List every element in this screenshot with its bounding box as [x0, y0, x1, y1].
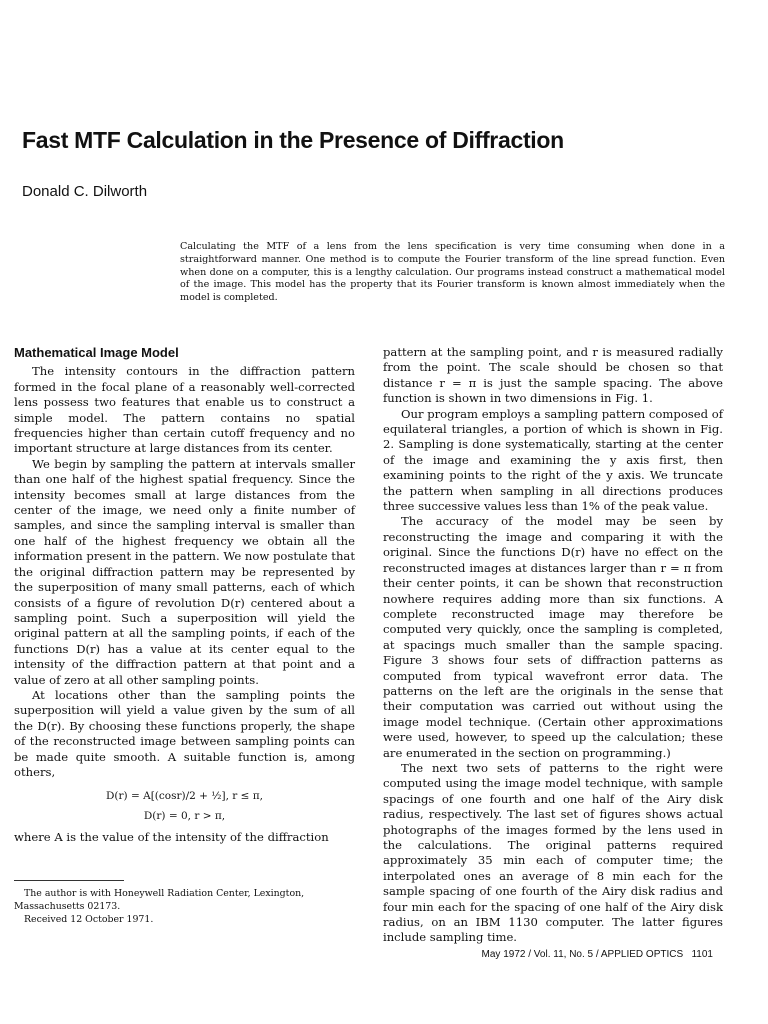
body-paragraph: The next two sets of patterns to the right were computed using the image model technique, with sample spacings of one fourth and one half of the Airy disk radius, respectively. The last set of figures shows actual photographs of the images formed by the lens used in the calculations. The original patterns required approximately 35 min each of computer time; the interpolated ones an average of 8 min each for the sample spacing of one fourth of the Airy disk radius and four min each for the spacing of one half of the Airy disk radius, on an IBM 1130 computer. The latter figures include sampling time.	[383, 760, 723, 945]
body-paragraph: At locations other than the sampling points the superposition will yield a value given by the sum of all the D(r). By choosing these functions properly, the shape of the reconstructed image between sampling points can be made quite smooth. A suitable function is, among others,	[14, 687, 355, 779]
body-paragraph: The intensity contours in the diffraction pattern formed in the focal plane of a reasonably well-corrected lens possess two features that enable us to construct a simple model. The pattern contains no spatial frequencies higher than certain cutoff frequency and no important structure at large distances from its center.	[14, 364, 355, 456]
running-footer	[482, 949, 713, 960]
footer-separator: /	[525, 949, 534, 960]
footnote	[14, 887, 355, 926]
body-paragraph: The accuracy of the model may be seen by reconstructing the image and comparing it with the original. Since the functions D(r) have no effect on the reconstructed images at distances larger than r = π from their center points, it can be shown that reconstruction nowhere requires adding more than six functions. A complete reconstructed image may therefore be computed very quickly, once the sampling is completed, at spacings much smaller than the sample spacing. Figure 3 shows four sets of diffraction patterns as computed from typical wavefront error data. The patterns on the left are the originals in the sense that their computation was carried out without using the image model technique. (Certain other approximations were used, however, to speed up the calculation; these are enumerated in the section on programming.)	[383, 514, 723, 760]
footer-date: May 1972	[481, 949, 526, 960]
footnote-divider	[14, 880, 124, 881]
right-column	[383, 345, 723, 946]
author-name: Donald C. Dilworth	[22, 183, 148, 200]
body-paragraph: where A is the value of the intensity of the diffraction	[14, 830, 329, 845]
left-column	[14, 345, 355, 846]
body-paragraph: We begin by sampling the pattern at intervals smaller than one half of the highest spatial frequency. Since the intensity becomes small at large distances from the center of the image, we need only a finite number of samples, and since the sampling interval is smaller than one half of the highest frequency we obtain all the information present in the pattern. We now postulate that the original diffraction pattern may be represented by the superposition of many small patterns, each of which consists of a figure of revolution D(r) centered about a sampling point. Such a superposition will yield the original pattern at all the sampling points, if each of the functions D(r) has a value at its center equal to the intensity of the diffraction pattern at that point and a value of zero at all other sampling points.	[14, 456, 355, 687]
footnote-affiliation: The author is with Honeywell Radiation Center, Lexington, Massachusetts 02173.	[14, 888, 305, 912]
footer-separator: /	[593, 949, 601, 960]
footer-journal: APPLIED OPTICS	[600, 949, 684, 960]
body-paragraph: Our program employs a sampling pattern composed of equilateral triangles, a portion of which is shown in Fig. 2. Sampling is done systematically, starting at the center of the image and examining the y axis first, then examining points to the right of the y axis. We truncate the pattern when sampling in all directions produces three successive values less than 1% of the peak value.	[383, 406, 723, 514]
section-heading: Mathematical Image Model	[14, 345, 179, 360]
footnote-received: Received 12 October 1971.	[24, 914, 154, 925]
abstract: Calculating the MTF of a lens from the lens specification is very time consuming when done in a straightforward manner. One method is to compute the Fourier transform of the line spread function. Even when done on a computer, this is a lengthy calculation. Our programs instead construct a mathematical model of the image. This model has the property that its Fourier transform is known almost immediately when the model is completed.	[180, 241, 725, 304]
equation	[14, 786, 355, 826]
equation-line-1: D(r) = A[(cosr)/2 + ½], r ≤ π,	[106, 790, 263, 803]
footer-page-number: 1101	[691, 949, 713, 960]
footer-volume: Vol. 11, No. 5	[533, 949, 594, 960]
article-title: Fast MTF Calculation in the Presence of Diffraction	[22, 127, 564, 153]
equation-line-2: D(r) = 0, r > π,	[143, 810, 226, 823]
body-paragraph: pattern at the sampling point, and r is measured radially from the point. The scale should be chosen so that distance r = π is just the sample spacing. The above function is shown in two dimensions in Fig. 1.	[383, 345, 723, 406]
